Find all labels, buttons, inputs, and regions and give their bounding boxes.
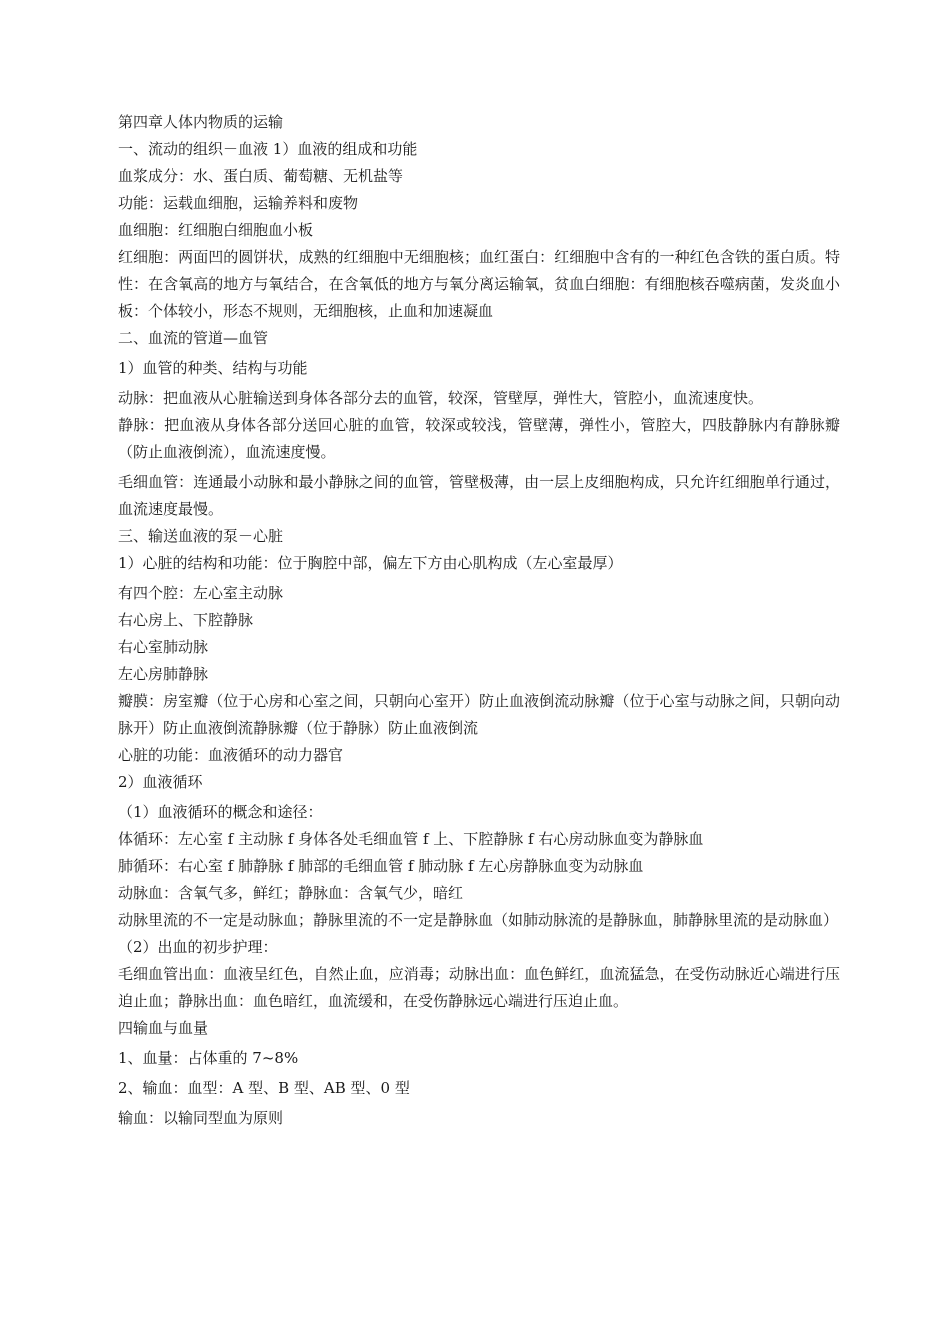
systemic-circulation-line: 体循环：左心室 f 主动脉 f 身体各处毛细血管 f 上、下腔静脉 f 右心房动脉血变为静脉血 (118, 830, 704, 848)
chamber-line: 有四个腔：左心室主动脉 (118, 584, 284, 602)
circulation-subheading: 2）血液循环 (118, 773, 203, 791)
bleeding-care-subheading: （2）出血的初步护理： (118, 938, 278, 956)
chamber-line: 左心房肺静脉 (118, 665, 209, 683)
document-page (118, 109, 840, 1132)
transfusion-line: 2、输血：血型：A 型、B 型、AB 型、0 型 (118, 1079, 410, 1097)
blood-types-line: 动脉血：含氧气多，鲜红；静脉血：含氧气少，暗红 (118, 884, 464, 902)
section2-heading: 二、血流的管道—血管 (118, 329, 269, 347)
capillary-paragraph: 毛细血管：连通最小动脉和最小静脉之间的血管，管壁极薄，由一层上皮细胞构成，只允许红细胞单行通过，血流速度最慢。 (118, 473, 840, 518)
function-line: 功能：运载血细胞，运输养料和废物 (118, 194, 359, 212)
vein-paragraph: 静脉：把血液从身体各部分送回心脏的血管，较深或较浅，管壁薄，弹性小，管腔大，四肢静脉内有静脉瓣（防止血液倒流），血流速度慢。 (118, 416, 840, 461)
blood-cells-line: 血细胞：红细胞白细胞血小板 (118, 221, 314, 239)
vessel-types-subheading: 1）血管的种类、结构与功能 (118, 359, 308, 377)
chamber-line: 右心房上、下腔静脉 (118, 611, 254, 629)
circulation-concept-subheading: （1）血液循环的概念和途径： (118, 803, 323, 821)
pulmonary-circulation-line: 肺循环：右心室 f 肺静脉 f 肺部的毛细血管 f 肺动脉 f 左心房静脉血变为动脉血 (118, 857, 644, 875)
blood-volume-line: 1、血量：占体重的 7~8% (118, 1049, 299, 1067)
transfusion-principle-line: 输血：以输同型血为原则 (118, 1109, 284, 1127)
blood-note-paragraph: 动脉里流的不一定是动脉血；静脉里流的不一定是静脉血（如肺动脉流的是静脉血，肺静脉里流的是动脉血） (118, 911, 839, 929)
section1-heading: 一、流动的组织－血液 1）血液的组成和功能 (118, 140, 418, 158)
red-blood-cell-paragraph: 红细胞：两面凹的圆饼状，成熟的红细胞中无细胞核；血红蛋白：红细胞中含有的一种红色含铁的蛋白质。特性：在含氧高的地方与氧结合，在含氧低的地方与氧分离运输氧，贫血白细胞：有细胞核吞噬病菌，发炎血小板：个体较小，形态不规则，无细胞核，止血和加速凝血 (118, 248, 840, 320)
valves-paragraph: 瓣膜：房室瓣（位于心房和心室之间，只朝向心室开）防止血液倒流动脉瓣（位于心室与动脉之间，只朝向动脉开）防止血液倒流静脉瓣（位于静脉）防止血液倒流 (118, 692, 840, 737)
section3-heading: 三、输送血液的泵－心脏 (118, 527, 284, 545)
bleeding-paragraph: 毛细血管出血：血液呈红色，自然止血，应消毒；动脉出血：血色鲜红，血流猛急，在受伤动脉近心端进行压迫止血；静脉出血：血色暗红，血流缓和，在受伤静脉远心端进行压迫止血。 (118, 965, 840, 1010)
chamber-line: 右心室肺动脉 (118, 638, 209, 656)
section4-heading: 四输血与血量 (118, 1019, 209, 1037)
artery-paragraph: 动脉：把血液从心脏输送到身体各部分去的血管，较深，管壁厚，弹性大，管腔小，血流速度快。 (118, 389, 764, 407)
chapter-title: 第四章人体内物质的运输 (118, 113, 284, 131)
heart-structure-subheading: 1）心脏的结构和功能：位于胸腔中部，偏左下方由心肌构成（左心室最厚） (118, 554, 623, 572)
heart-function-line: 心脏的功能：血液循环的动力器官 (118, 746, 344, 764)
plasma-line: 血浆成分：水、蛋白质、葡萄糖、无机盐等 (118, 167, 404, 185)
